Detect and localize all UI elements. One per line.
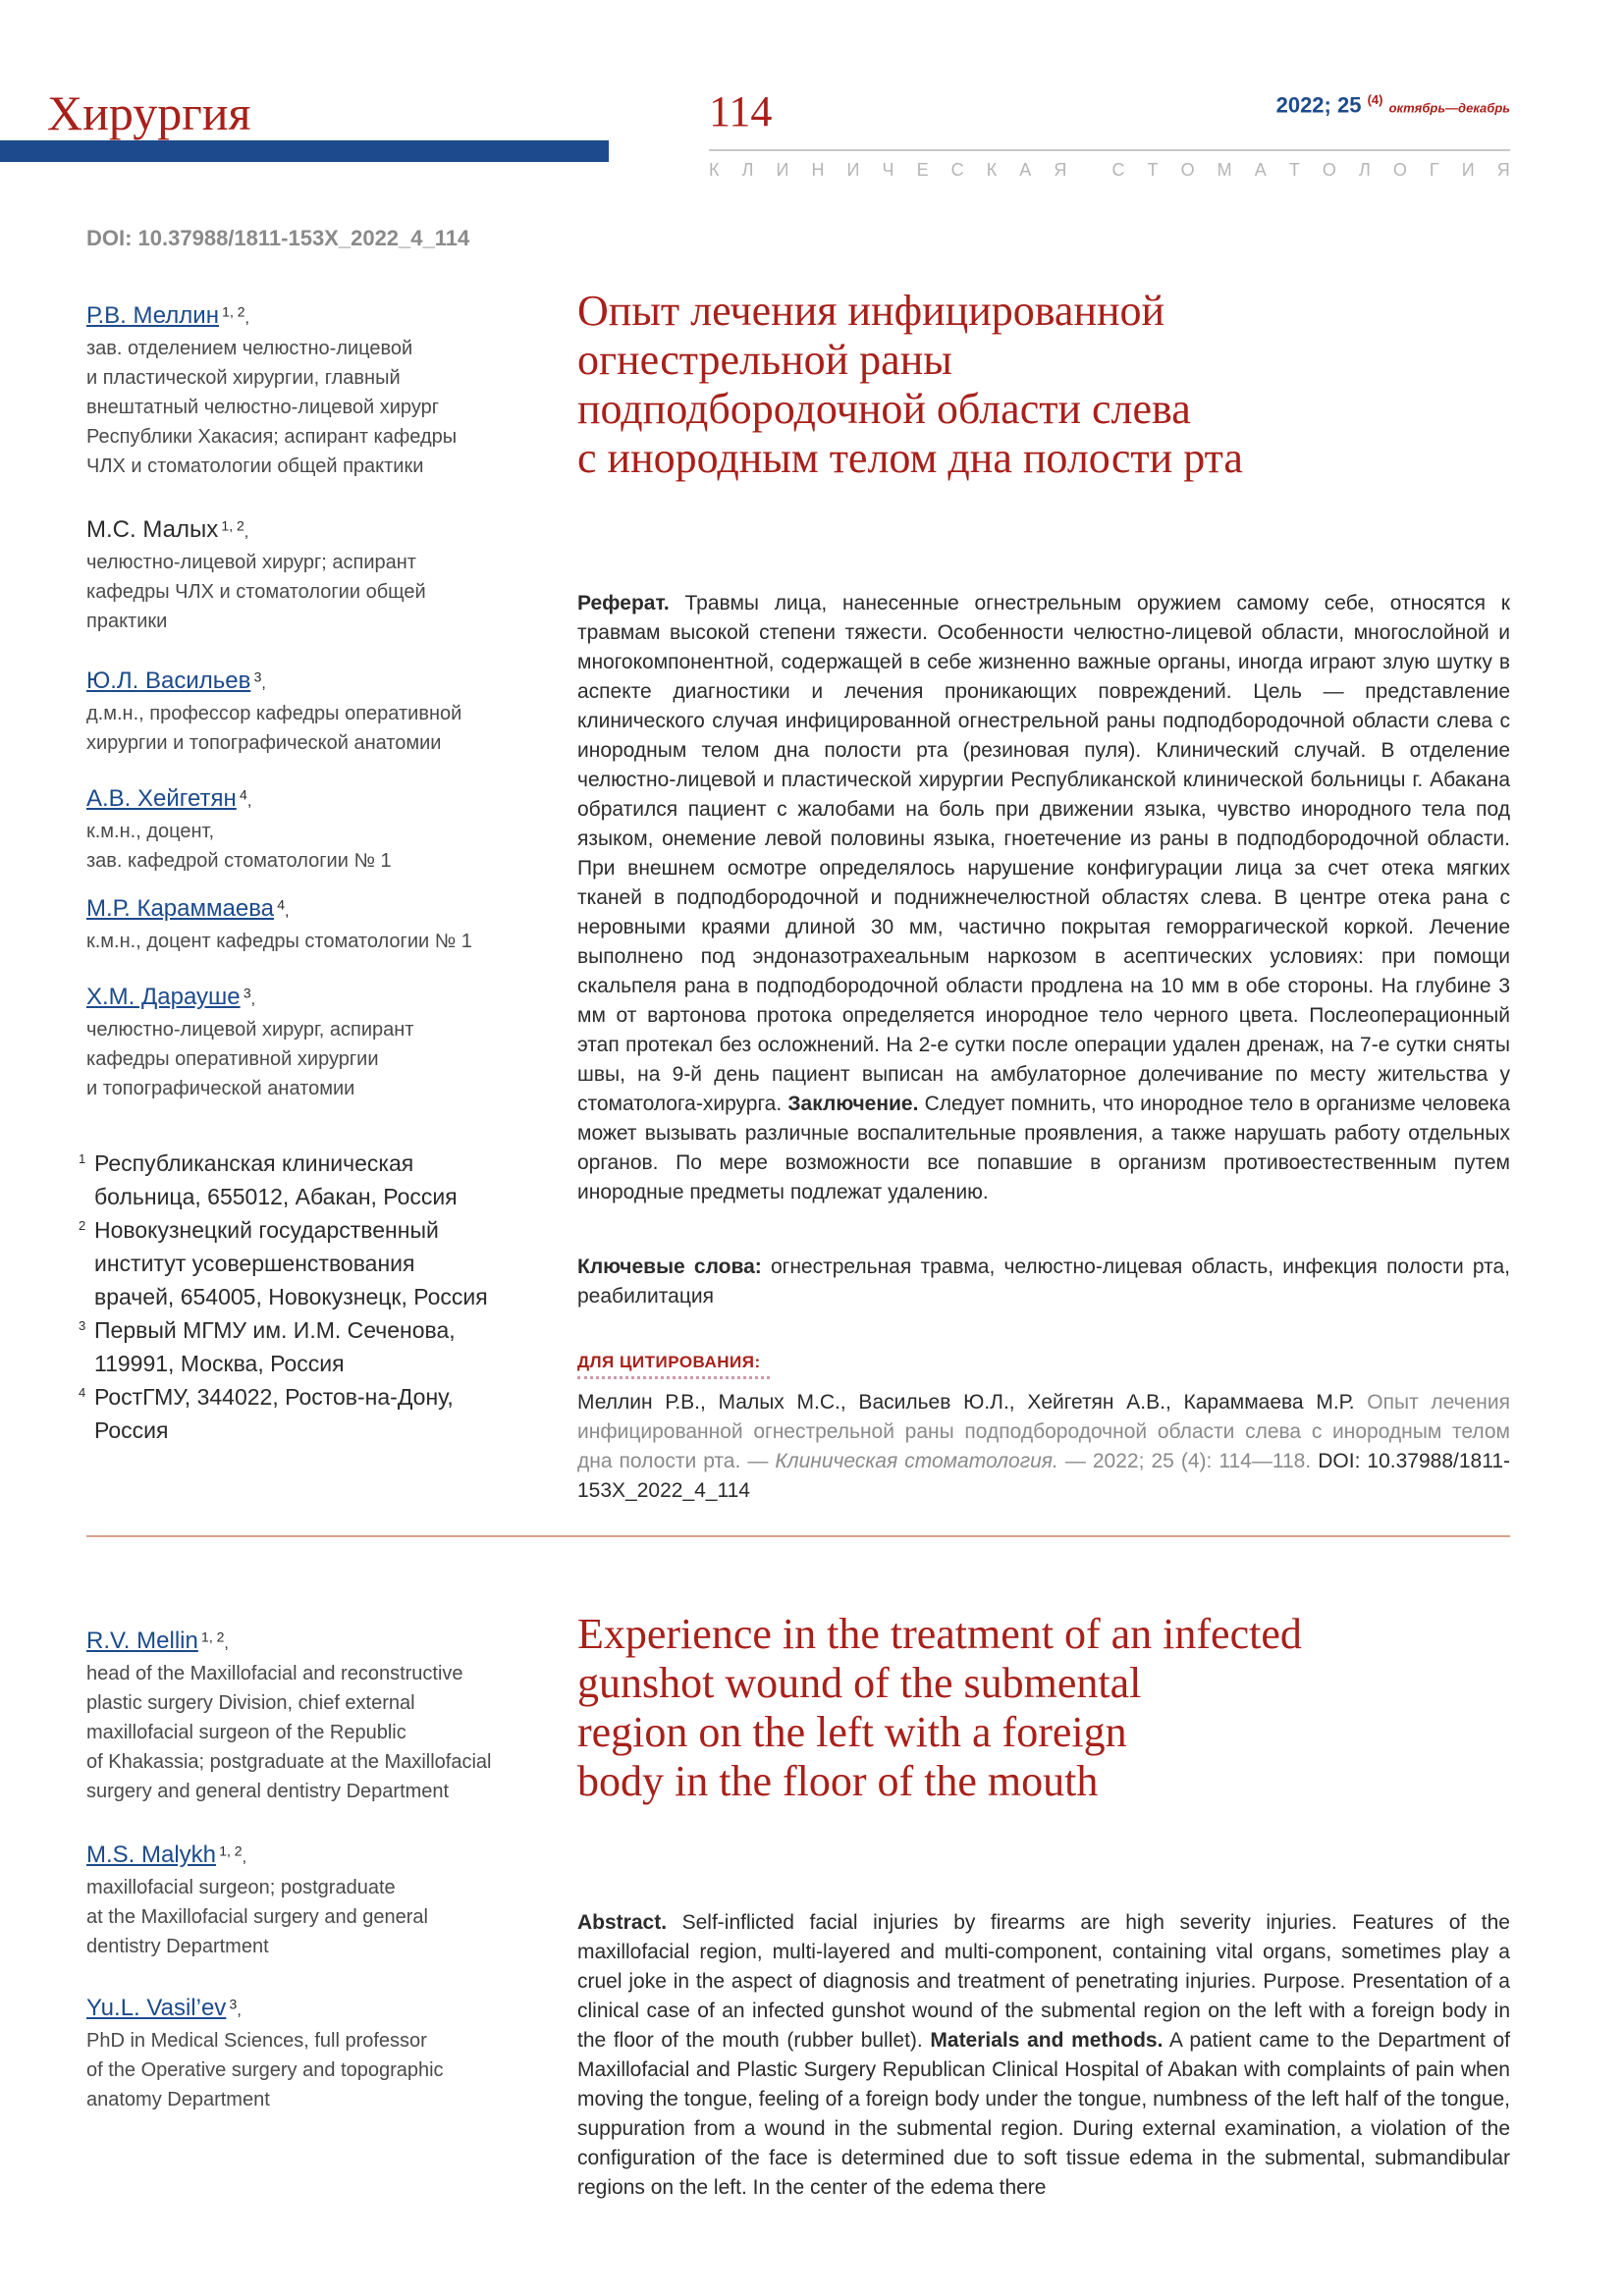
author-comma: , (250, 991, 256, 1008)
author-description-line: dentistry Department (86, 1936, 269, 1957)
author-description-line: зав. кафедрой стоматологии № 1 (86, 850, 392, 872)
author-description-line: кафедры ЧЛХ и стоматологии общей (86, 581, 426, 603)
affiliation-number: 2 (79, 1218, 86, 1233)
author-comma: , (244, 524, 249, 541)
author-line (86, 984, 518, 1011)
author-description-line: ЧЛХ и стоматологии общей практики (86, 455, 424, 477)
abstract-text-ru: Травмы лица, нанесенные огнестрельным оружием самому себе, относятся к травмам высокой степени тяжести. Особенности челюстно-лицевой области, многослойной и многокомпонентной, содержащей в себе жизненно важные органы, иногда играют злую шутку в аспекте диагностики и лечения проникающих повреждений. Цель — представление клинического случая инфицированной огнестрельной раны подподбородочной области слева с инородным телом дна полости рта (резиновая пуля). Клинический случай. В отделение челюстно-лицевой и пластической хирургии Республиканской клинической больницы г. Абакана обратился пациент с жалобами на боль при движении языка, чувство инородного тела под языком, онемение левой половины языка, гноетечение из раны в подподбородочной области. При внешнем осмотре определялось нарушение конфигурации лица за счет отека мягких тканей в подподбородочной и поднижнечелюстной областях слева. В центре отека рана с неровными краями длиной 30 мм, частично покрытая геморрагической коркой. Лечение выполнено под эндоназотрахеальным наркозом в асептических условиях: при помощи скальпеля рана в подподбородочной области продлена на 10 мм в обе стороны. На глубине 3 мм от вартонова протока определяется инородное тело черного цвета. Послеоперационный этап протекал без осложнений. На 2-е сутки после операции удален дренаж, на 7-е сутки сняты швы, на 9-й день пациент выписан на амбулаторное долечивание по месту жительства у стоматолога-хирурга. (577, 592, 1510, 1115)
abstract-label-ru: Реферат. (577, 592, 670, 614)
author-description-line: surgery and general dentistry Department (86, 1781, 450, 1802)
author-name[interactable]: Yu.L. Vasil’ev (86, 1995, 227, 2021)
abstract-ru (577, 589, 1510, 1207)
author-name[interactable]: М.С. Малых (86, 516, 219, 543)
author-name[interactable]: А.В. Хейгетян (86, 785, 237, 812)
author-comma: , (237, 2002, 242, 2019)
author-description-line: челюстно-лицевой хирург; аспирант (86, 552, 416, 573)
author-affiliation-ref: 4 (240, 786, 247, 803)
author-name[interactable]: Х.М. Дарауше (86, 984, 241, 1010)
affiliation-line: РостГМУ, 344022, Ростов-на-Дону, (94, 1384, 454, 1410)
section-divider (86, 1535, 1510, 1537)
author-description (86, 927, 518, 956)
author-block (86, 895, 518, 956)
issue-number: (4) (1367, 92, 1383, 107)
author-comma: , (261, 675, 266, 692)
author-affiliation-ref: 1, 2 (201, 1629, 225, 1645)
author-block (86, 785, 518, 876)
affiliation-line: Республиканская клиническая (94, 1150, 414, 1176)
author-description-line: зав. отделением челюстно-лицевой (86, 338, 413, 359)
title-line: с инородным телом дна полости рта (577, 434, 1243, 482)
author-comma: , (224, 1635, 229, 1652)
journal-letter: К (986, 160, 998, 180)
affiliation-line: Новокузнецкий государственный (94, 1217, 439, 1243)
conclusion-text-ru: Следует помнить, что инородное тело в организме человека может вызывать различные воспалительные проявления, а также нарушать работу отдельных органов. По мере возможности все попавшие в организм противоестественным путем инородные предметы подлежат удалению. (577, 1093, 1510, 1203)
author-description-line: maxillofacial surgeon; postgraduate (86, 1877, 396, 1898)
author-description-line: anatomy Department (86, 2089, 270, 2110)
author-description-line: head of the Maxillofacial and reconstructive (86, 1663, 463, 1684)
conclusion-label-ru: Заключение. (787, 1093, 919, 1115)
author-description-line: к.м.н., доцент кафедры стоматологии № 1 (86, 931, 472, 952)
section-title: Хирургия (47, 85, 251, 140)
affiliation-line: Первый МГМУ им. И.М. Сеченова, (94, 1317, 456, 1343)
affiliation-item (79, 1380, 511, 1447)
journal-letter: А (1254, 160, 1267, 180)
author-name[interactable]: M.S. Malykh (86, 1842, 217, 1868)
citation-authors: Меллин Р.В., Малых М.С., Васильев Ю.Л., Хейгетян А.В., Караммаева М.Р. (577, 1391, 1355, 1414)
author-affiliation-ref: 1, 2 (221, 517, 244, 534)
affiliation-item (79, 1213, 511, 1313)
author-description-line: практики (86, 611, 168, 632)
author-block (86, 302, 518, 481)
author-description (86, 1015, 518, 1103)
affiliation-number: 4 (79, 1385, 86, 1400)
author-description-line: PhD in Medical Sciences, full professor (86, 2030, 427, 2052)
affiliation-number: 1 (79, 1151, 86, 1166)
journal-rule (709, 149, 1510, 151)
journal-letter: О (1180, 160, 1195, 180)
journal-letter: И (1461, 160, 1475, 180)
author-description-line: челюстно-лицевой хирург, аспирант (86, 1019, 414, 1041)
title-line: Experience in the treatment of an infected (577, 1610, 1302, 1658)
author-description-line: и пластической хирургии, главный (86, 367, 401, 389)
author-block (86, 984, 518, 1103)
author-comma: , (244, 310, 249, 327)
affiliation-line: институт усовершенствования (94, 1251, 415, 1276)
author-comma: , (285, 903, 290, 920)
author-block (86, 1628, 518, 1806)
journal-letter: Н (811, 160, 825, 180)
title-line: body in the floor of the mouth (577, 1757, 1099, 1805)
author-description-line: maxillofacial surgeon of the Republic (86, 1722, 406, 1743)
issue-year-volume: 2022; 25 (1275, 92, 1362, 118)
journal-letter: О (1392, 160, 1407, 180)
title-line: region on the left with a foreign (577, 1708, 1127, 1756)
author-description-line: хирургии и топографической анатомии (86, 732, 442, 754)
author-name[interactable]: Ю.Л. Васильев (86, 667, 251, 694)
author-comma: , (242, 1849, 247, 1866)
author-affiliation-ref: 1, 2 (222, 303, 245, 320)
author-description-line: и топографической анатомии (86, 1078, 355, 1099)
journal-name (709, 160, 1510, 181)
journal-letter: М (1217, 160, 1232, 180)
author-description-line: д.м.н., профессор кафедры оперативной (86, 703, 462, 724)
journal-letter: Я (1496, 160, 1510, 180)
author-description (86, 2026, 518, 2114)
author-description-line: кафедры оперативной хирургии (86, 1048, 379, 1070)
journal-letter: Е (916, 160, 929, 180)
title-line: огнестрельной раны (577, 336, 952, 384)
abstract-label-en: Abstract. (577, 1911, 668, 1934)
methods-label-en: Materials and methods. (930, 2029, 1164, 2052)
author-name[interactable]: R.V. Mellin (86, 1628, 198, 1654)
citation-journal: Клиническая стоматология. (775, 1450, 1058, 1472)
author-description (86, 699, 518, 758)
author-name[interactable]: Р.В. Меллин (86, 302, 219, 329)
abstract-en (577, 1908, 1510, 2203)
journal-letter: К (709, 160, 720, 180)
author-description-line: внештатный челюстно-лицевой хирург (86, 397, 440, 418)
author-description-line: of the Operative surgery and topographic (86, 2059, 444, 2081)
issue-info (1276, 92, 1510, 118)
article-title-en (577, 1610, 1510, 1806)
author-description (86, 334, 518, 481)
author-line (86, 516, 518, 544)
author-block (86, 667, 518, 758)
journal-letter: Ч (882, 160, 894, 180)
affiliation-line: больница, 655012, Абакан, Россия (94, 1184, 458, 1209)
affiliation-item (79, 1313, 511, 1380)
author-line (86, 1628, 518, 1655)
citation-label: ДЛЯ ЦИТИРОВАНИЯ: (577, 1353, 761, 1371)
author-description-line: plastic surgery Division, chief external (86, 1692, 415, 1714)
keywords-label-ru: Ключевые слова: (577, 1255, 762, 1278)
keywords-ru (577, 1253, 1510, 1311)
author-description (86, 1873, 518, 1961)
author-description-line: at the Maxillofacial surgery and general (86, 1906, 428, 1928)
article-title-ru (577, 287, 1510, 483)
author-line (86, 895, 518, 923)
affiliation-item (79, 1147, 511, 1213)
author-line (86, 667, 518, 695)
citation-details: — 2022; 25 (4): 114—118. (1064, 1450, 1312, 1472)
journal-letter: С (950, 160, 964, 180)
author-block (86, 516, 518, 636)
author-block (86, 1995, 518, 2114)
journal-letter: А (1019, 160, 1032, 180)
journal-letter: Т (1147, 160, 1159, 180)
author-line (86, 302, 518, 330)
affiliations (79, 1147, 511, 1447)
author-affiliation-ref: 1, 2 (219, 1842, 243, 1859)
author-description-line: of Khakassia; postgraduate at the Maxillofacial (86, 1751, 492, 1773)
journal-letter: И (776, 160, 789, 180)
citation (577, 1388, 1510, 1506)
citation-dots (577, 1376, 770, 1379)
abstract-text-en: Self-inflicted facial injuries by firearms are high severity injuries. Features of the maxillofacial region, multi-layered and multi-component, containing vital organs, sometimes play a cruel joke in the aspect of diagnosis and treatment of penetrating injuries. Purpose. Presentation of a clinical case of an infected gunshot wound of the submental region on the left with a foreign body in the floor of the mouth (rubber bullet). (577, 1911, 1510, 2052)
journal-letter: Г (1429, 160, 1439, 180)
issue-months: октябрь—декабрь (1388, 100, 1510, 116)
journal-letter: И (846, 160, 860, 180)
author-affiliation-ref: 4 (277, 896, 286, 913)
journal-letter: Т (1288, 160, 1300, 180)
page-number: 114 (709, 87, 773, 135)
author-description (86, 548, 518, 636)
author-description-line: Республики Хакасия; аспирант кафедры (86, 426, 458, 448)
author-affiliation-ref: 3 (243, 985, 251, 1001)
author-comma: , (246, 793, 252, 810)
author-line (86, 785, 518, 813)
author-description (86, 1659, 518, 1806)
journal-letter: Я (1054, 160, 1067, 180)
doi[interactable]: DOI: 10.37988/1811-153X_2022_4_114 (86, 226, 470, 250)
title-line: gunshot wound of the submental (577, 1659, 1142, 1707)
author-line (86, 1995, 518, 2022)
methods-text-en: A patient came to the Department of Maxillofacial and Plastic Surgery Republican Clinical Hospital of Abakan with complaints of pain when moving the tongue, feeling of a foreign body under the tongue, numbness of the left half of the tongue, suppuration from a wound in the submental region. During external examination, a violation of the configuration of the face is determined due to soft tissue edema in the submental, submandibular regions on the left. In the center of the edema there (577, 2029, 1510, 2199)
affiliation-line: Россия (94, 1417, 169, 1443)
section-bar (0, 140, 609, 162)
author-block (86, 1842, 518, 1961)
author-line (86, 1842, 518, 1869)
author-description (86, 817, 518, 876)
affiliation-line: 119991, Москва, Россия (94, 1351, 345, 1376)
author-description-line: к.м.н., доцент, (86, 821, 215, 842)
affiliation-number: 3 (79, 1318, 86, 1333)
author-name[interactable]: М.Р. Караммаева (86, 895, 275, 922)
affiliation-line: врачей, 654005, Новокузнецк, Россия (94, 1284, 488, 1309)
author-affiliation-ref: 3 (253, 668, 262, 685)
title-line: подподбородочной области слева (577, 385, 1191, 433)
journal-letter: С (1111, 160, 1125, 180)
keywords-text-ru: огнестрельная травма, челюстно-лицевая область, инфекция полости рта, реабилитация (577, 1255, 1510, 1308)
journal-letter: Л (1358, 160, 1371, 180)
journal-letter: Л (741, 160, 754, 180)
journal-letter: О (1322, 160, 1336, 180)
citation-doi[interactable]: DOI: 10.37988/1811-153X_2022_4_114 (577, 1450, 1511, 1502)
citation-title: Опыт лечения инфицированной огнестрельной раны подподбородочной области слева с инородным телом дна полости рта. — (577, 1391, 1510, 1472)
author-affiliation-ref: 3 (229, 1996, 238, 2012)
title-line: Опыт лечения инфицированной (577, 287, 1165, 335)
